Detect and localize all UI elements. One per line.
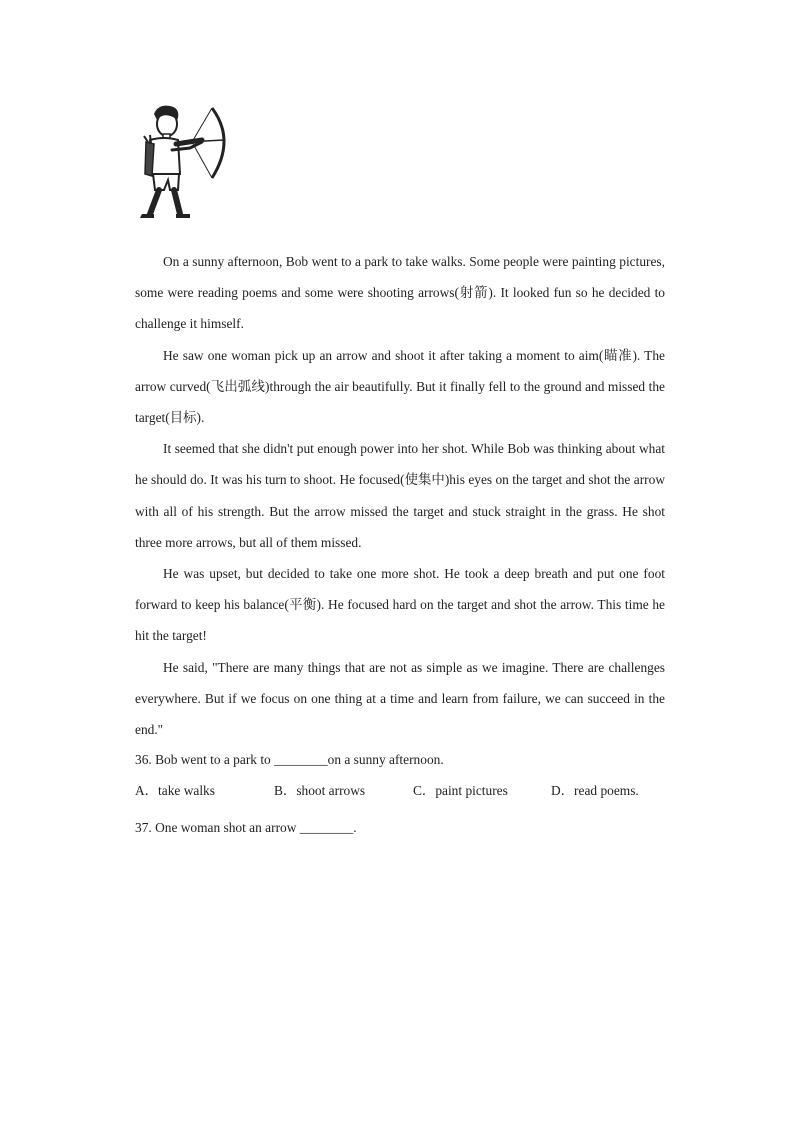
question-36: 36. Bob went to a park to ________on a sunny afternoon.: [135, 752, 444, 767]
reading-passage: [135, 246, 665, 745]
passage-paragraph: He saw one woman pick up an arrow and shoot it after taking a moment to aim(瞄准). The arrow curved(飞出弧线)through the air beautifully. But it finally fell to the ground and missed the target(目标).: [135, 347, 665, 426]
question-37: 37. One woman shot an arrow ________.: [135, 820, 357, 835]
passage-paragraph: It seemed that she didn't put enough power into her shot. While Bob was thinking about what he should do. It was his turn to shoot. He focused(使集中)his eyes on the target and shot the arrow with all of his strength. But the arrow missed the target and stuck straight in the grass. He shot three more arrows, but all of them missed.: [135, 441, 665, 550]
passage-paragraph: He was upset, but decided to take one more shot. He took a deep breath and put one foot forward to keep his balance(平衡). He focused hard on the target and shot the arrow. This time he hit the target!: [135, 566, 665, 644]
option-d[interactable]: D．read poems.: [551, 783, 639, 798]
option-a[interactable]: A．take walks: [135, 783, 215, 798]
option-c[interactable]: C．paint pictures: [413, 783, 508, 798]
question-36-options: [135, 781, 665, 801]
passage-paragraph: On a sunny afternoon, Bob went to a park to take walks. Some people were painting pictures, some were reading poems and some were shooting arrows(射箭). It looked fun so he decided to challenge it himself.: [135, 254, 665, 332]
archer-illustration: [132, 100, 232, 220]
passage-paragraph: He said, "There are many things that are not as simple as we imagine. There are challenges everywhere. But if we focus on one thing at a time and learn from failure, we can succeed in the end.": [135, 659, 665, 738]
option-b[interactable]: B．shoot arrows: [274, 783, 366, 798]
